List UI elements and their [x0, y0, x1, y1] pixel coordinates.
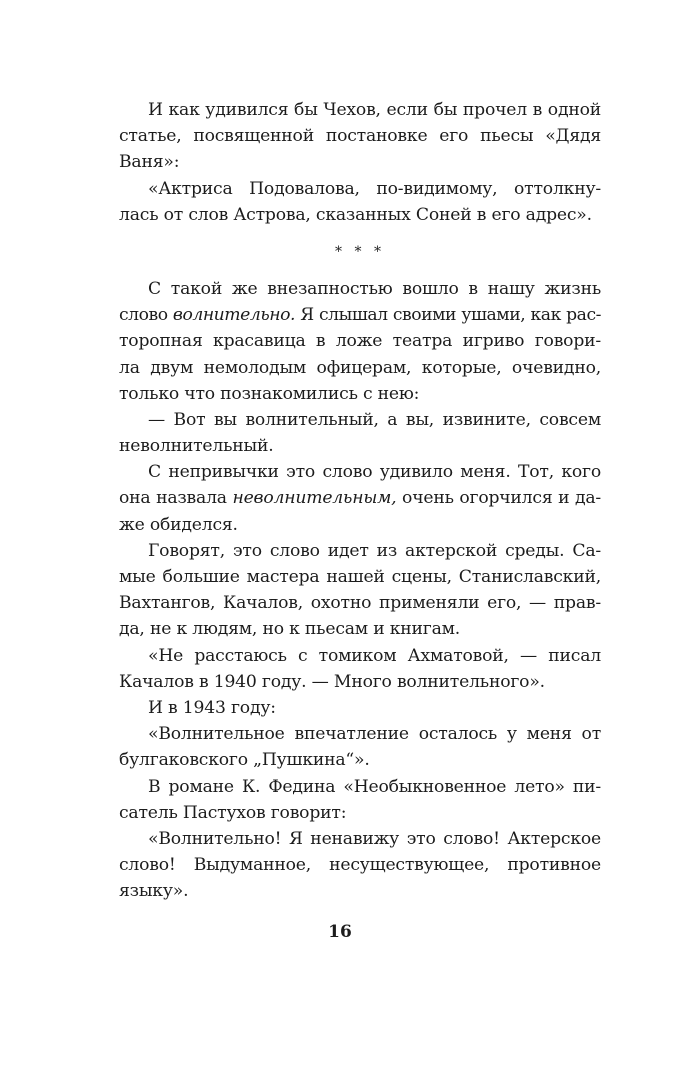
paragraph — [119, 538, 601, 643]
text-line: языку». — [119, 881, 189, 902]
text-line: Качалов в 1940 году. — Много волнительного». — [119, 671, 545, 692]
paragraph — [119, 459, 601, 538]
italic-word: волнительно. — [172, 305, 295, 326]
page-number: 16 — [328, 922, 352, 942]
text-line: «Не расстаюсь с томиком Ахматовой, — писал — [148, 645, 601, 666]
text-line: ла двум немолодым офицерам, которые, очевидно, — [119, 357, 601, 378]
text-line: В романе К. Федина «Необыкновенное лето» пи- — [148, 776, 601, 797]
text-line: слово! Выдуманное, несуществующее, противное — [119, 855, 601, 876]
text-line: Говорят, это слово идет из актерской среды. Са- — [148, 540, 601, 561]
text-line: торопная красавица в ложе театра игриво говори- — [119, 331, 601, 352]
paragraph — [119, 276, 601, 407]
italic-word: неволнительным, — [232, 488, 397, 509]
text-line: «Волнительно! Я ненавижу это слово! Актерское — [148, 828, 601, 849]
text-line: С непривычки это слово удивило меня. Тот, кого — [148, 462, 601, 483]
text-line: «Волнительное впечатление осталось у меня от — [148, 724, 601, 745]
text-line: булгаковского „Пушкина“». — [119, 750, 370, 771]
text-line: Вахтангов, Качалов, охотно применяли его, — прав- — [119, 593, 601, 614]
text-line: только что познакомились с нею: — [119, 383, 420, 404]
text-line: И как удивился бы Чехов, если бы прочел в одной — [148, 100, 601, 120]
paragraph — [119, 826, 601, 905]
text-line: лась от слов Астрова, сказанных Соней в его адрес». — [119, 204, 592, 225]
paragraph — [119, 695, 601, 721]
text-line: мые большие мастера нашей сцены, Станиславский, — [119, 567, 601, 587]
text-line: статье, посвященной постановке его пьесы «Дядя — [119, 126, 601, 147]
text-line: Ваня»: — [119, 152, 180, 173]
paragraph — [119, 774, 601, 826]
text-line: да, не к людям, но к пьесам и книгам. — [119, 619, 461, 640]
paragraph — [119, 176, 601, 228]
paragraph — [119, 407, 601, 459]
text-line: «Актриса Подовалова, по-видимому, оттолкну- — [148, 178, 601, 199]
text-line: С такой же внезапностью вошло в нашу жизнь — [148, 278, 601, 299]
text-line: слово волнительно. Я слышал своими ушами, как рас- — [119, 305, 601, 326]
text-line: она назвала неволнительным, очень огорчился и да- — [119, 488, 601, 509]
text-line: неволнительный. — [119, 436, 274, 457]
paragraph — [119, 97, 601, 176]
section-separator: * * * — [335, 243, 385, 260]
page-body — [119, 97, 601, 904]
text-line: сатель Пастухов говорит: — [119, 802, 347, 823]
text-line: же обиделся. — [119, 514, 238, 535]
text-line: — Вот вы волнительный, а вы, извините, совсем — [148, 409, 601, 430]
text-line: И в 1943 году: — [148, 697, 276, 718]
paragraph — [119, 643, 601, 695]
paragraph — [119, 721, 601, 773]
